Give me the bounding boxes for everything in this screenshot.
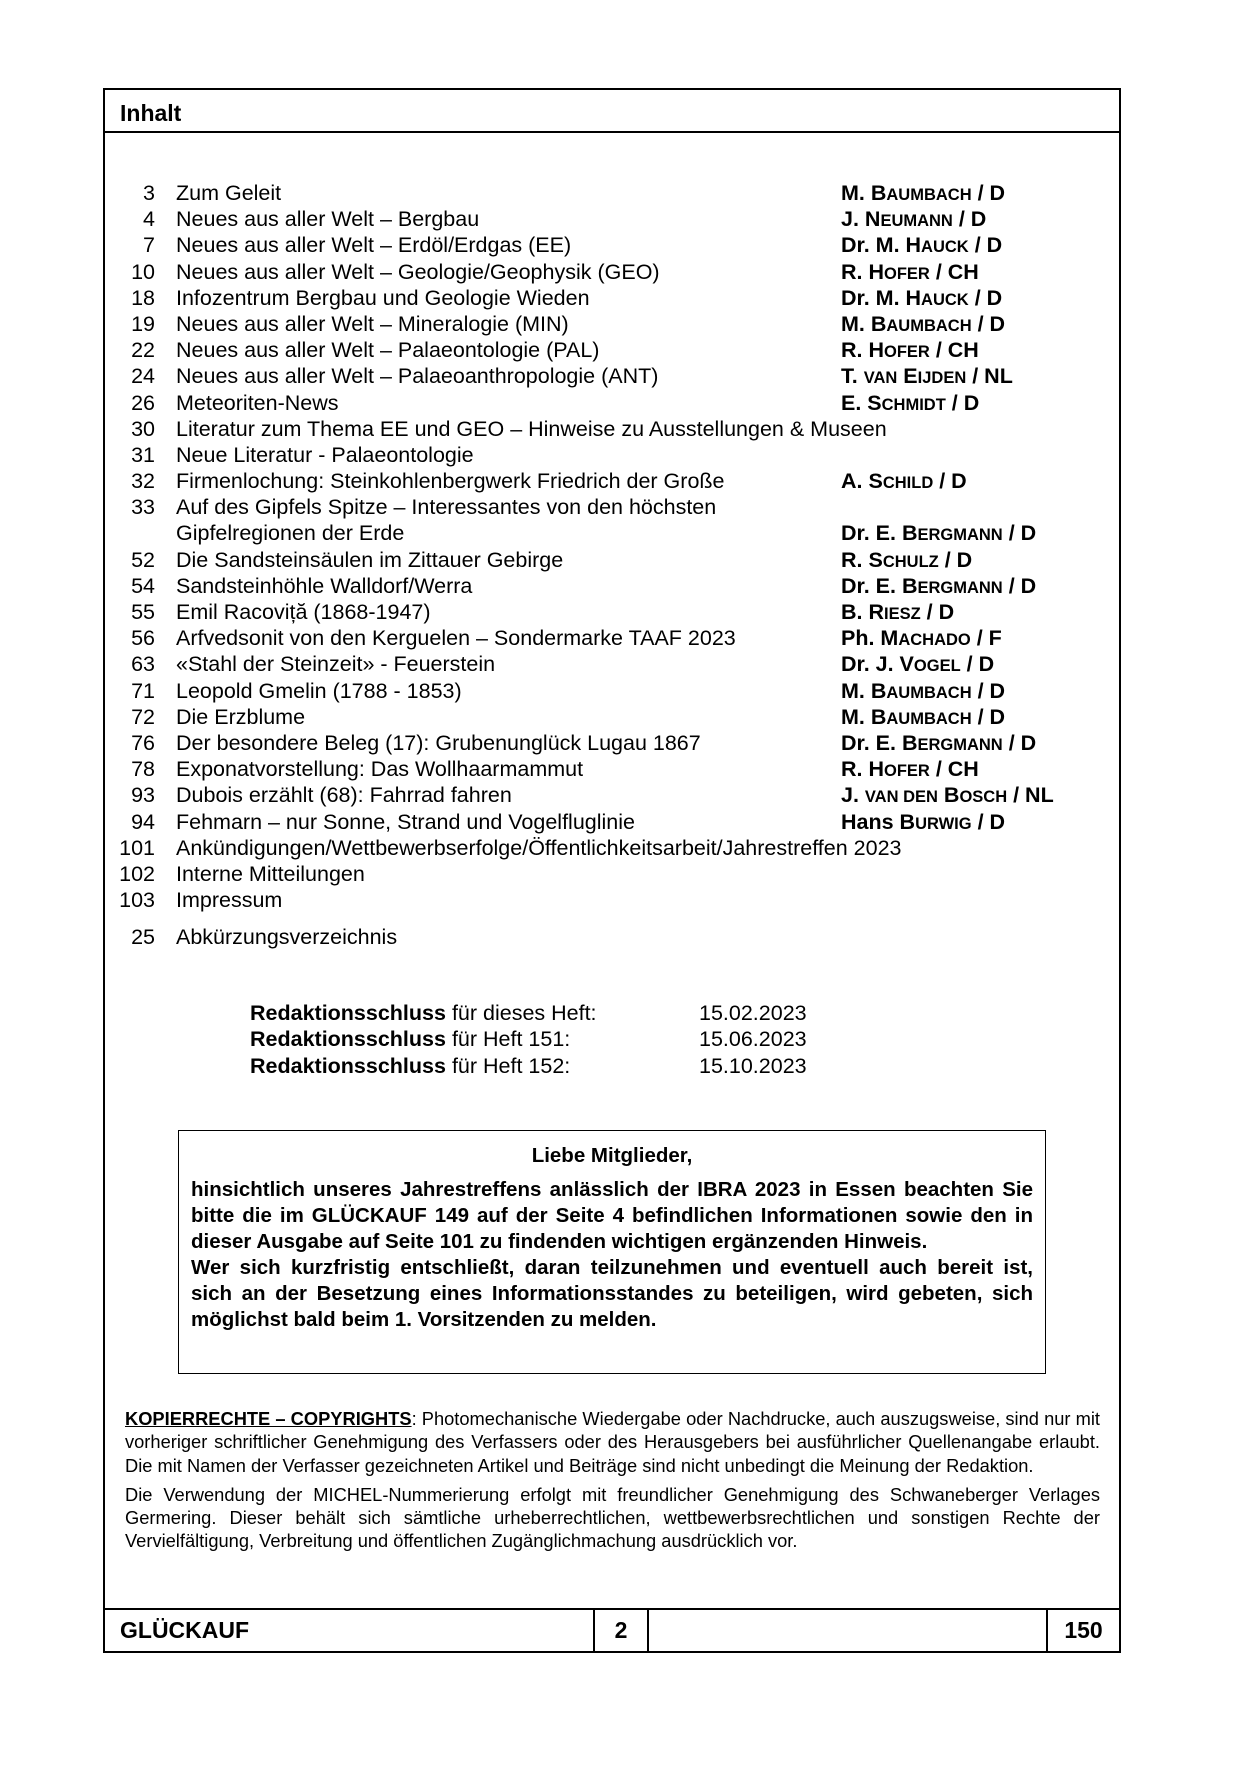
- toc-title: Dubois erzählt (68): Fahrrad fahren: [176, 783, 512, 808]
- deadlines-block: [250, 1000, 850, 1079]
- toc-title: Abkürzungsverzeichnis: [176, 925, 398, 950]
- toc-title: Auf des Gipfels Spitze – Interessantes von den höchsten: [176, 495, 717, 520]
- toc-title: Fehmarn – nur Sonne, Strand und Vogelfluglinie: [176, 809, 635, 834]
- toc-page-number: 3: [143, 181, 155, 205]
- deadline-label-bold: Redaktionsschluss: [250, 1001, 446, 1025]
- toc-title: Neues aus aller Welt – Geologie/Geophysik (GEO): [176, 259, 660, 284]
- toc-author: [841, 730, 1036, 758]
- toc-page-number: 18: [131, 285, 155, 310]
- toc-author: [841, 651, 994, 679]
- toc-entry: [105, 704, 1119, 730]
- toc-entry: [105, 809, 1119, 835]
- toc-author-part: Hans B: [841, 809, 916, 834]
- toc-author: [841, 311, 1005, 339]
- toc-author-part: J. N: [841, 207, 881, 232]
- toc-author-part: VAN DEN: [864, 788, 938, 807]
- notice-title: Liebe Mitglieder,: [531, 1144, 693, 1167]
- deadline-label-bold: Redaktionsschluss: [250, 1053, 446, 1078]
- toc-author-part: Dr. M. H: [841, 233, 922, 258]
- toc-author: [841, 547, 972, 575]
- deadline-date: 15.10.2023: [699, 1053, 807, 1078]
- toc-entry: [105, 547, 1119, 573]
- deadline-label-rest: für Heft 151:: [445, 1027, 571, 1052]
- toc-entry: [105, 782, 1119, 808]
- toc-author: [841, 232, 1002, 260]
- toc-author: [841, 468, 967, 496]
- deadline-date: 15.06.2023: [699, 1027, 807, 1052]
- toc-author-part: CHMIDT: [881, 395, 946, 414]
- page-frame: [103, 88, 1121, 1653]
- toc-author-part: IESZ: [884, 605, 921, 623]
- toc-entry: [105, 390, 1119, 416]
- toc-author-part: CHULZ: [882, 552, 939, 571]
- toc-author-part: J.: [841, 783, 865, 808]
- toc-title: Firmenlochung: Steinkohlenbergwerk Friedrich der Große: [176, 469, 725, 494]
- deadline-row: [250, 1026, 850, 1052]
- toc-author-part: AUMBACH: [886, 709, 972, 728]
- toc-author-part: Dr. E. B: [841, 573, 918, 598]
- toc-entry: [105, 232, 1119, 258]
- toc-author-part: E. S: [841, 390, 882, 415]
- toc-author-part: IJDEN: [917, 369, 967, 388]
- toc-page-number: 103: [119, 888, 155, 913]
- deadline-label: [250, 1026, 570, 1052]
- toc-entry: [105, 468, 1119, 494]
- toc-author-part: M. B: [841, 704, 887, 729]
- toc-page-number: 4: [143, 207, 155, 232]
- toc-author-part: AUCK: [921, 238, 969, 257]
- toc-author-part: OFER: [884, 762, 930, 781]
- toc-author-part: B: [937, 783, 960, 808]
- toc-author: [841, 599, 954, 627]
- toc-author: [841, 520, 1036, 548]
- deadline-label-rest: für Heft 152:: [445, 1053, 571, 1078]
- deadline-label-rest: für dieses Heft:: [445, 1001, 597, 1025]
- toc-entry: [105, 924, 1119, 950]
- toc-page-number: 55: [131, 600, 155, 624]
- toc-page-number: 72: [131, 704, 155, 729]
- toc-entry: [105, 678, 1119, 704]
- toc-title: Meteoriten-News: [176, 390, 339, 415]
- toc-title: Neues aus aller Welt – Erdöl/Erdgas (EE): [176, 233, 572, 258]
- toc-author: [841, 337, 979, 365]
- toc-author-part: Ph. M: [841, 626, 899, 651]
- toc-page-number: 78: [131, 757, 155, 782]
- toc-page-number: 54: [131, 573, 155, 598]
- toc-author: [841, 704, 1005, 732]
- toc-page-number: 24: [131, 364, 155, 389]
- toc-author-part: / D: [968, 233, 1003, 258]
- toc-entry: [105, 259, 1119, 285]
- toc-title: Leopold Gmelin (1788 - 1853): [176, 678, 462, 703]
- toc-entry: [105, 206, 1119, 232]
- toc-author-part: E: [897, 364, 918, 389]
- copyright-paragraph-2: Die Verwendung der MICHEL-Nummerierung erfolgt mit freundlicher Genehmigung des Schwaneberger Verlages Germering. Dieser behält sich sämtliche urheberrechtlichen, wettbewerbsrechtlichen und sonstigen Rechte der Vervielfältigung, Verbreitung und öffentlichen Zugänglichmachung ausdrücklich vor.: [125, 1483, 1100, 1552]
- toc-entry: [105, 442, 1119, 468]
- toc-author: [841, 573, 1036, 601]
- toc-author-part: R. S: [841, 547, 883, 572]
- toc-author: [841, 809, 1005, 837]
- toc-title: Arfvedsonit von den Kerguelen – Sondermarke TAAF 2023: [176, 626, 736, 651]
- toc-author-part: / D: [1002, 730, 1037, 755]
- toc-author-part: / CH: [929, 757, 979, 782]
- toc-author-part: / D: [971, 809, 1006, 834]
- toc-page-number: 7: [143, 233, 155, 258]
- toc-entry: [105, 337, 1119, 363]
- toc-page-number: 93: [131, 783, 155, 808]
- toc-title: Gipfelregionen der Erde: [176, 521, 405, 546]
- toc-title: Neues aus aller Welt – Palaeontologie (PAL): [176, 338, 600, 363]
- toc-author-part: / D: [952, 207, 987, 232]
- toc-author-part: / D: [968, 285, 1003, 310]
- toc-entry: [105, 887, 1119, 913]
- toc-page-number: 26: [131, 390, 155, 415]
- toc-author-part: / D: [933, 469, 967, 494]
- toc-author-part: AUCK: [921, 290, 969, 309]
- toc-author-part: / CH: [929, 338, 979, 363]
- toc-author-part: / D: [971, 181, 1006, 205]
- toc-author: [841, 756, 979, 784]
- toc-page-number: 102: [119, 861, 155, 886]
- header-bar: [105, 90, 1119, 133]
- toc-title: Die Erzblume: [176, 704, 306, 729]
- toc-author-part: M. B: [841, 181, 887, 205]
- toc-page-number: 22: [131, 338, 155, 363]
- toc-title: Infozentrum Bergbau und Geologie Wieden: [176, 285, 590, 310]
- toc-title: Die Sandsteinsäulen im Zittauer Gebirge: [176, 547, 564, 572]
- toc-author-part: / CH: [929, 259, 979, 284]
- toc-author-part: / D: [960, 652, 995, 677]
- toc-author-part: B. R: [841, 600, 884, 624]
- deadline-row: [250, 1053, 850, 1079]
- toc-entry: [105, 363, 1119, 389]
- toc-author-part: Dr. E. B: [841, 521, 918, 546]
- toc-page-number: 30: [131, 416, 155, 441]
- toc-author-part: / D: [945, 390, 980, 415]
- copyright-text-1: : Photomechanische Wiedergabe oder Nachdrucke, auch auszugsweise, sind nur mit vorheriger schriftlicher Genehmigung des Verfassers oder des Herausgebers bei ausführlicher Quellenangabe erlaubt. Die mit Namen der Verfasser gezeichneten Artikel und Beiträge sind nicht unbedingt die Meinung der Redaktion.: [125, 1408, 1100, 1476]
- toc-author-part: / NL: [1007, 783, 1054, 808]
- member-notice-box: [178, 1130, 1046, 1374]
- toc-author: [841, 259, 979, 287]
- notice-paragraph-2: Wer sich kurzfristig entschließt, daran teilzunehmen und eventuell auch bereit ist, sich an der Besetzung eines Informationsstandes zu beteiligen, wird gebeten, sich möglichst bald beim 1. Vorsitzenden zu melden.: [191, 1256, 1033, 1331]
- toc-author-part: ACHADO: [898, 631, 971, 650]
- toc-title: Interne Mitteilungen: [176, 861, 365, 886]
- toc-author-part: AUMBACH: [886, 316, 972, 335]
- toc-author: [841, 782, 1054, 810]
- toc-author-part: M. B: [841, 311, 887, 336]
- toc-title: Neue Literatur - Palaeontologie: [176, 442, 474, 467]
- toc-author: [841, 625, 1002, 653]
- toc-title: Sandsteinhöhle Walldorf/Werra: [176, 573, 473, 598]
- toc-title: Neues aus aller Welt – Mineralogie (MIN): [176, 311, 569, 336]
- toc-author: [841, 206, 986, 234]
- toc-author-part: M. B: [841, 678, 887, 703]
- toc-author-part: / D: [971, 311, 1006, 336]
- toc-page-number: 25: [131, 925, 155, 950]
- toc-title: Neues aus aller Welt – Palaeoanthropologie (ANT): [176, 364, 659, 389]
- toc-entry: [105, 180, 1119, 206]
- toc-author: [841, 180, 1005, 208]
- toc-title: Emil Racoviță (1868-1947): [176, 600, 431, 624]
- toc-author: [841, 285, 1002, 313]
- toc-title: Literatur zum Thema EE und GEO – Hinweise zu Ausstellungen & Museen: [176, 416, 887, 441]
- table-of-contents: [105, 180, 1119, 950]
- deadline-label: [250, 1000, 597, 1026]
- toc-author-part: R. H: [841, 259, 884, 284]
- toc-author-part: VAN: [863, 369, 898, 388]
- toc-page-number: 10: [131, 259, 155, 284]
- toc-gap: [105, 913, 1119, 924]
- toc-page-number: 31: [131, 442, 155, 467]
- toc-author-part: OFER: [884, 264, 930, 283]
- toc-author-part: OSCH: [959, 788, 1008, 807]
- toc-author-part: OGEL: [913, 657, 961, 676]
- toc-title: Der besondere Beleg (17): Grubenunglück Lugau 1867: [176, 730, 701, 755]
- notice-paragraph-1: hinsichtlich unseres Jahrestreffens anlässlich der IBRA 2023 in Essen beachten Sie bitte die im GLÜCKAUF 149 auf der Seite 4 befindlichen Informationen sowie den in dieser Ausgabe auf Seite 101 zu findenden wichtigen ergänzenden Hinweis.: [191, 1178, 1033, 1253]
- copyright-paragraph-1: [125, 1407, 1100, 1477]
- deadline-date: 15.02.2023: [699, 1001, 807, 1025]
- toc-author-part: T.: [841, 364, 864, 389]
- toc-author-part: / F: [970, 626, 1002, 651]
- toc-author-part: ERGMANN: [917, 578, 1003, 597]
- toc-entry: [105, 625, 1119, 651]
- toc-author-part: / D: [971, 678, 1006, 703]
- toc-author-part: R. H: [841, 757, 884, 782]
- copyright-heading: KOPIERRECHTE – COPYRIGHTS: [125, 1408, 412, 1429]
- toc-title: Exponatvorstellung: Das Wollhaarmammut: [176, 757, 584, 782]
- copyright-block: [125, 1407, 1100, 1559]
- toc-title: Impressum: [176, 888, 283, 913]
- toc-author-part: AUMBACH: [886, 683, 972, 702]
- toc-title: «Stahl der Steinzeit» - Feuerstein: [176, 652, 496, 677]
- toc-author-part: A. S: [841, 469, 883, 494]
- toc-entry: [105, 599, 1119, 625]
- deadline-label-bold: Redaktionsschluss: [250, 1027, 446, 1052]
- toc-author-part: AUMBACH: [886, 186, 972, 204]
- toc-entry: [105, 756, 1119, 782]
- toc-page-number: 56: [131, 626, 155, 651]
- toc-entry: [105, 494, 1119, 520]
- toc-author: [841, 390, 979, 418]
- toc-entry: [105, 285, 1119, 311]
- toc-author-part: Dr. E. B: [841, 730, 918, 755]
- toc-page-number: 63: [131, 652, 155, 677]
- toc-author-part: Dr. J. V: [841, 652, 914, 677]
- toc-page-number: 76: [131, 730, 155, 755]
- toc-author-part: ERGMANN: [917, 526, 1003, 545]
- toc-entry: [105, 835, 1119, 861]
- toc-entry: [105, 573, 1119, 599]
- toc-author-part: EUMANN: [880, 212, 953, 231]
- footer-magazine-name: GLÜCKAUF: [120, 1617, 250, 1643]
- toc-author-part: / D: [1002, 521, 1037, 546]
- toc-author-part: OFER: [884, 343, 930, 362]
- toc-author-part: / D: [1002, 573, 1037, 598]
- toc-entry: [105, 730, 1119, 756]
- deadline-label: [250, 1053, 570, 1079]
- toc-page-number: 32: [131, 469, 155, 494]
- toc-author-part: CHILD: [882, 474, 934, 493]
- page-title: Inhalt: [120, 100, 182, 126]
- toc-page-number: 71: [131, 678, 155, 703]
- toc-page-number: 33: [131, 495, 155, 520]
- toc-author-part: Dr. M. H: [841, 285, 922, 310]
- toc-entry: [105, 311, 1119, 337]
- toc-author: [841, 363, 1013, 391]
- footer-page-number: 2: [593, 1610, 649, 1651]
- toc-title: Zum Geleit: [176, 181, 282, 205]
- toc-author: [841, 678, 1005, 706]
- footer-bar: [105, 1608, 1119, 1651]
- toc-author-part: / D: [920, 600, 955, 624]
- toc-author-part: / D: [971, 704, 1006, 729]
- toc-page-number: 52: [131, 547, 155, 572]
- toc-page-number: 19: [131, 311, 155, 336]
- toc-page-number: 101: [119, 835, 155, 860]
- toc-entry: [105, 651, 1119, 677]
- toc-author-part: R. H: [841, 338, 884, 363]
- toc-entry: [105, 416, 1119, 442]
- toc-title: Ankündigungen/Wettbewerbserfolge/Öffentlichkeitsarbeit/Jahrestreffen 2023: [176, 835, 902, 860]
- toc-author-part: URWIG: [915, 814, 972, 833]
- footer-issue-number: 150: [1046, 1610, 1119, 1651]
- toc-entry: [105, 861, 1119, 887]
- deadline-row: [250, 1000, 850, 1026]
- toc-author-part: ERGMANN: [917, 735, 1003, 754]
- toc-author-part: / D: [938, 547, 973, 572]
- toc-author-part: / NL: [966, 364, 1013, 389]
- toc-page-number: 94: [131, 809, 155, 834]
- toc-title: Neues aus aller Welt – Bergbau: [176, 207, 480, 232]
- toc-entry: [105, 520, 1119, 546]
